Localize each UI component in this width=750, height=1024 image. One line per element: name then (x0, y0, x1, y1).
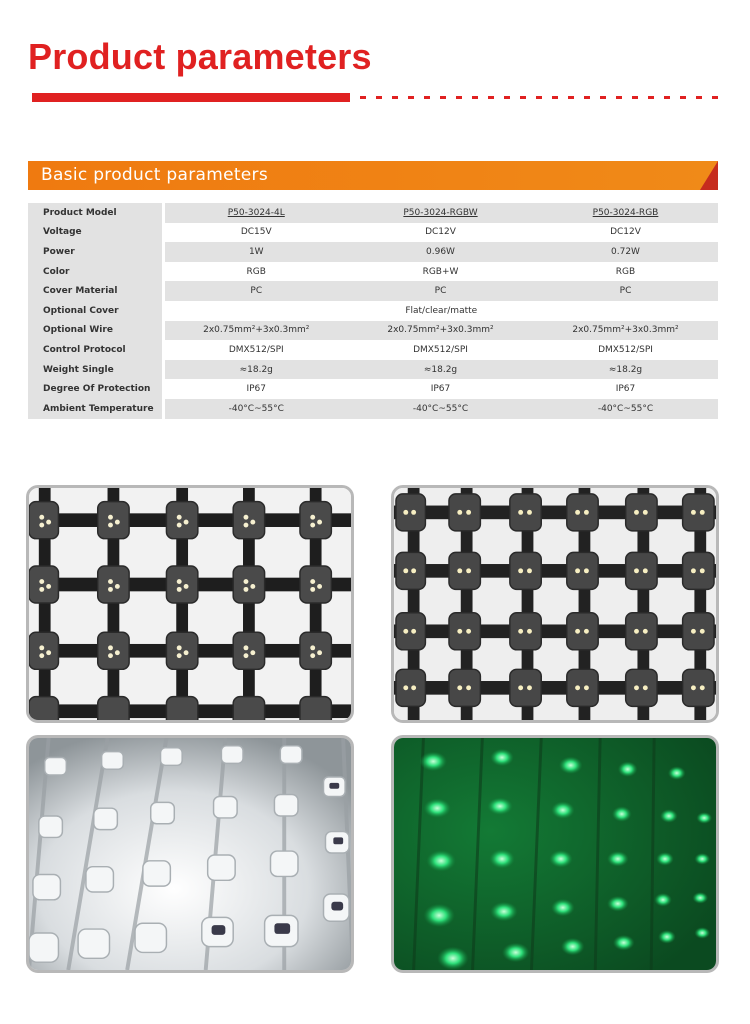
cell-value: RGB (246, 266, 266, 277)
model-name: P50-3024-4L (163, 203, 348, 223)
table-row (28, 223, 718, 243)
clear-cover-lit-photo (26, 735, 354, 973)
table-row (28, 399, 718, 419)
green-lit-mesh-photo (391, 735, 719, 973)
cell-value: PC (348, 281, 533, 301)
cell-value: DC12V (610, 227, 641, 238)
cell-value: PC (533, 281, 718, 301)
title-dashed-line (360, 96, 722, 99)
cell-value: -40°C~55°C (348, 399, 533, 419)
cell-value: DC12V (425, 227, 456, 238)
cell-value: IP67 (430, 384, 451, 395)
cell-value: -40°C~55°C (163, 399, 348, 419)
cell-value: ≈18.2g (533, 360, 718, 380)
rgb-module-grid-image (29, 488, 351, 720)
merged-cell-value: Flat/clear/matte (405, 305, 478, 316)
clear-cover-lit-image (29, 738, 351, 970)
cell-value: 2x0.75mm²+3x0.3mm² (348, 321, 533, 341)
cell-value: 0.96W (348, 242, 533, 262)
section-corner-accent (700, 161, 718, 190)
row-label: Optional Wire (28, 321, 163, 341)
cell-value: DC15V (240, 227, 272, 238)
cell-value: IP67 (246, 384, 267, 395)
row-label: Weight Single (28, 360, 163, 380)
table-row (28, 321, 718, 341)
cell-value: PC (163, 281, 348, 301)
cell-value: 0.72W (533, 242, 718, 262)
row-label: Voltage (28, 223, 163, 243)
row-label: Color (28, 262, 163, 282)
parameters-table (28, 203, 718, 419)
title-underline-bar (32, 93, 350, 102)
cell-value: 2x0.75mm²+3x0.3mm² (163, 321, 348, 341)
rgb-module-grid-photo (26, 485, 354, 723)
cell-value: ≈18.2g (163, 360, 348, 380)
cell-value: RGB (615, 266, 636, 277)
row-label: Control Protocol (28, 340, 163, 360)
table-row (28, 340, 718, 360)
cell-value: 2x0.75mm²+3x0.3mm² (533, 321, 718, 341)
cell-value: ≈18.2g (348, 360, 533, 380)
cell-value: IP67 (615, 384, 636, 395)
table-row (28, 242, 718, 262)
row-label: Ambient Temperature (28, 399, 163, 419)
table-row (28, 360, 718, 380)
table-row (28, 379, 718, 399)
cell-value: DMX512/SPI (413, 344, 468, 355)
page-title: Product parameters (28, 36, 372, 77)
row-label: Product Model (28, 203, 163, 223)
cell-value: -40°C~55°C (533, 399, 718, 419)
model-name: P50-3024-RGBW (348, 203, 533, 223)
table-header-row (28, 203, 718, 223)
section-title: Basic product parameters (41, 165, 269, 185)
cell-value: DMX512/SPI (228, 344, 284, 355)
rgbw-module-grid-image (394, 488, 716, 720)
cell-value: DMX512/SPI (598, 344, 653, 355)
table-row (28, 281, 718, 301)
rgbw-module-grid-photo (391, 485, 719, 723)
row-label: Cover Material (28, 281, 163, 301)
section-header-bar (28, 161, 718, 190)
row-label: Optional Cover (28, 301, 163, 321)
row-label: Power (28, 242, 163, 262)
table-row (28, 262, 718, 282)
row-label: Degree Of Protection (28, 379, 163, 399)
green-lit-mesh-image (394, 738, 716, 970)
model-name: P50-3024-RGB (533, 203, 718, 223)
table-row (28, 301, 718, 321)
cell-value: RGB+W (422, 266, 459, 277)
cell-value: 1W (163, 242, 348, 262)
